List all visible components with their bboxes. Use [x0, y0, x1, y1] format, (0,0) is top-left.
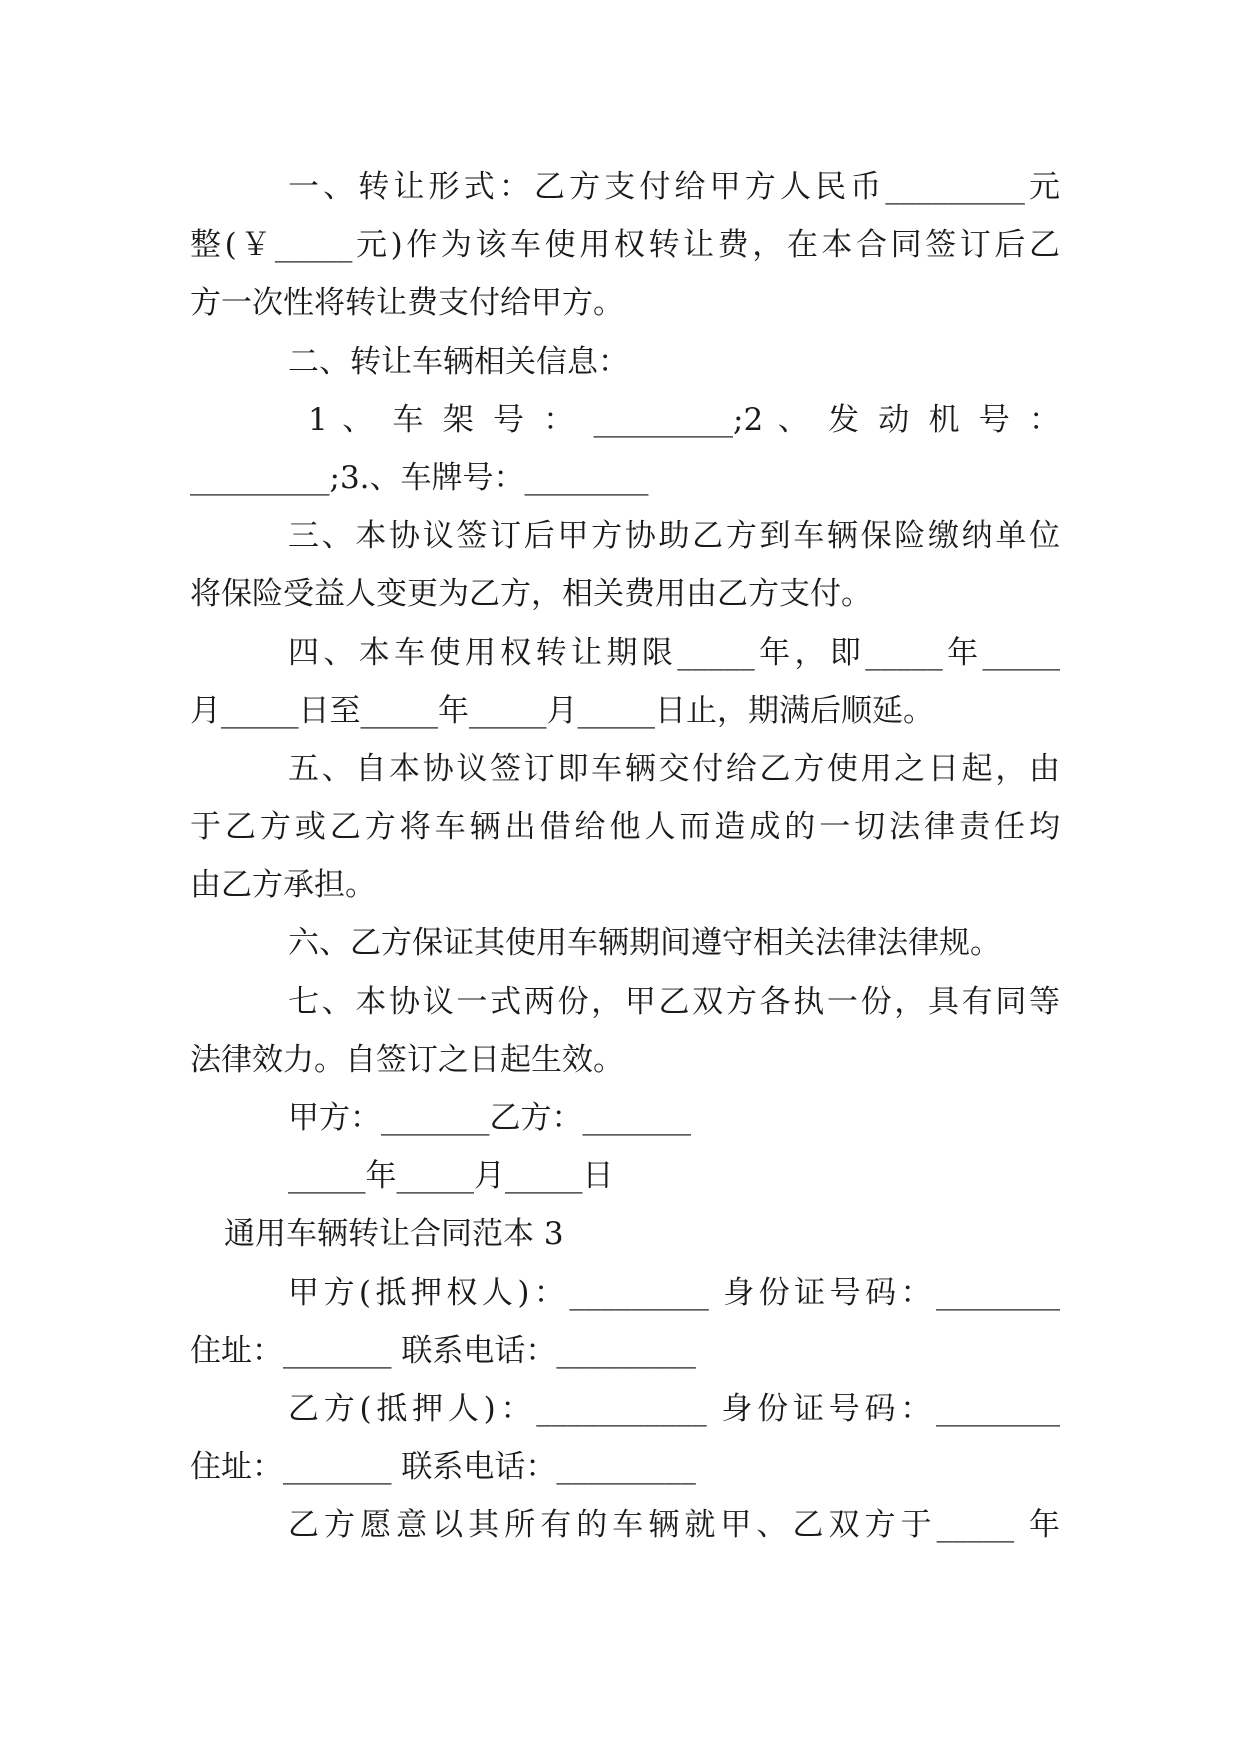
clause-2-heading: 二、转让车辆相关信息： — [288, 343, 629, 380]
clause-5-line-3: 由乙方承担。 — [190, 867, 376, 904]
clause-5-line-2: 于乙方或乙方将车辆出借给他人而造成的一切法律责任均 — [190, 809, 1060, 846]
clause-1-line-1: 一、转让形式：乙方支付给甲方人民币_________元 — [288, 169, 1060, 205]
clause-7-line-1: 七、本协议一式两份，甲乙双方各执一份，具有同等 — [288, 983, 1060, 1020]
clause-3-line-1: 三、本协议签订后甲方协助乙方到车辆保险缴纳单位 — [288, 518, 1060, 555]
final-line: 乙方愿意以其所有的车辆就甲、乙双方于_____ 年 — [288, 1507, 1060, 1544]
clause-4-line-2: 月_____日至_____年_____月_____日止，期满后顺延。 — [190, 692, 934, 729]
clause-7-line-2: 法律效力。自签订之日起生效。 — [190, 1041, 624, 1078]
section-title: 通用车辆转让合同范本 3 — [224, 1216, 564, 1253]
clause-1-line-2: 整(￥_____元)作为该车使用权转让费，在本合同签订后乙 — [190, 227, 1060, 264]
signature-line: 甲方：_______乙方：_______ — [288, 1100, 691, 1136]
clause-6-line-1: 六、乙方保证其使用车辆期间遵守相关法律法律规。 — [288, 925, 1001, 962]
document-page — [190, 158, 1060, 1555]
party-a-line-2: 住址：_______ 联系电话：_________ — [190, 1332, 696, 1369]
party-b-line-2: 住址：_______ 联系电话：_________ — [190, 1449, 696, 1486]
vehicle-info-line-1: 1 、 车 架 号 ： _________;2 、 发 动 机 号 ： — [308, 401, 1060, 438]
clause-4-line-1: 四、本车使用权转让期限_____年，即_____年_____ — [288, 634, 1060, 671]
party-a-line-1: 甲方(抵押权人)：_________ 身份证号码：________ — [288, 1274, 1060, 1311]
clause-5-line-1: 五、自本协议签订即车辆交付给乙方使用之日起，由 — [288, 750, 1060, 787]
date-line: _____年_____月_____日 — [288, 1158, 614, 1195]
clause-3-line-2: 将保险受益人变更为乙方，相关费用由乙方支付。 — [190, 576, 872, 613]
party-b-line-1: 乙方(抵押人)：___________ 身份证号码：________ — [288, 1390, 1060, 1427]
clause-1-line-3: 方一次性将转让费支付给甲方。 — [190, 285, 624, 322]
vehicle-info-line-2: _________;3.、车牌号：________ — [190, 459, 649, 496]
